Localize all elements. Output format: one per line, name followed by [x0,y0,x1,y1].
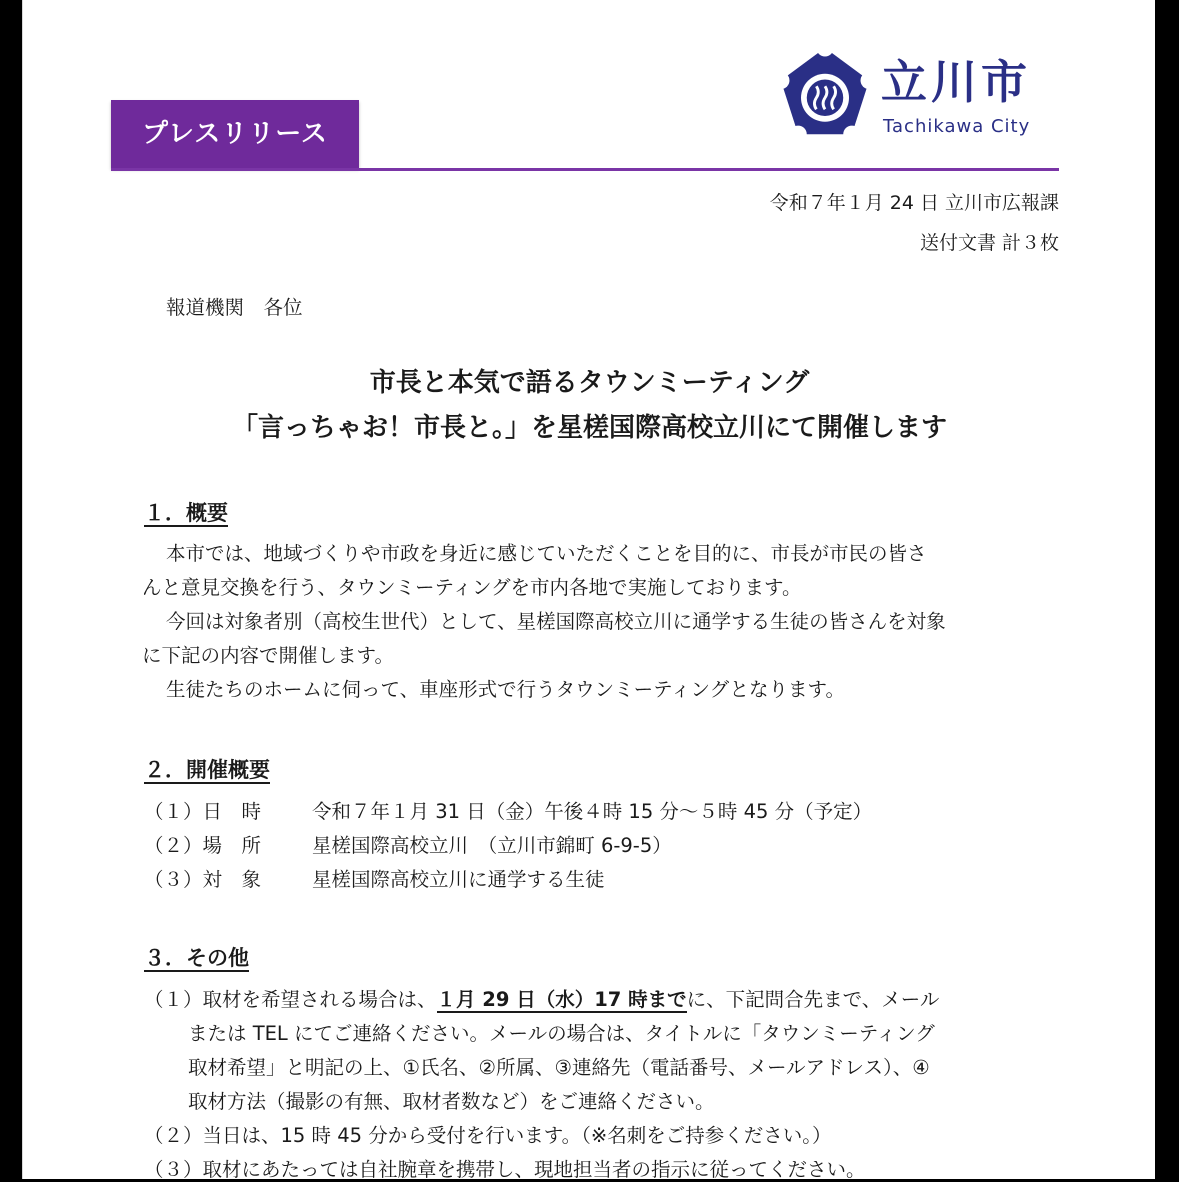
schedule-row [144,864,605,892]
header-rule [111,168,1059,171]
logo-city-name-en: Tachikawa City [883,116,1031,137]
issue-date: 令和７年１月 24 日 立川市広報課 [769,192,1059,214]
section-1-line: 今回は対象者別（高校生世代）として、星槎国際高校立川に通学する生徒の皆さんを対象 [166,610,946,633]
other-item-3: （３）取材にあたっては自社腕章を携帯し、現地担当者の指示に従ってください。 [144,1158,866,1181]
title-line-2: 「言っちゃお！市長と。」を星槎国際高校立川にて開催します [231,413,947,443]
section-1-line: んと意見交換を行う、タウンミーティングを市内各地で実施しております。 [142,576,802,599]
press-release-label: プレスリリース [142,119,328,149]
section-3-heading: ３．その他 [144,946,249,970]
schedule-label: （１）日 時 [144,800,262,823]
section-1-heading: １．概要 [144,501,228,525]
section-1-line: 生徒たちのホームに伺って、車座形式で行うタウンミーティングとなります。 [166,678,845,701]
schedule-row [144,830,672,858]
other-item-1 [144,984,939,1012]
schedule-value: 令和７年１月 31 日（金）午後４時 15 分～５時 45 分（予定） [312,800,873,823]
schedule-row [144,796,872,824]
schedule-value: 星槎国際高校立川 （立川市錦町 6-9-5） [312,834,672,857]
section-1-line: に下記の内容で開催します。 [142,644,394,667]
addressee: 報道機関 各位 [166,296,303,319]
page-count: 送付文書 計３枚 [919,232,1059,254]
other-item-1-line: 取材希望」と明記の上、①氏名、②所属、③連絡先（電話番号、メールアドレス）、④ [188,1056,930,1079]
other-item-2: （２）当日は、15 時 45 分から受付を行います。（※名刺をご持参ください。） [144,1124,832,1147]
other-item-1-line: または TEL にてご連絡ください。メールの場合は、タイトルに「タウンミーティング [188,1022,935,1045]
deadline-highlight: １月 29 日（水）17 時まで [436,988,687,1011]
section-1-line: 本市では、地域づくりや市政を身近に感じていただくことを目的に、市長が市民の皆さ [166,542,927,565]
schedule-label: （２）場 所 [144,834,262,857]
section-2-heading: ２．開催概要 [144,758,270,782]
scrollbar[interactable] [1155,0,1179,1179]
logo-city-name: 立川市 [881,55,1031,109]
press-release-badge [111,100,359,168]
other-item-1-suffix: に、下記問合先まで、メール [686,988,940,1011]
city-emblem-icon [777,44,873,140]
other-item-1-line: 取材方法（撮影の有無、取材者数など）をご連絡ください。 [188,1090,715,1113]
title-line-1: 市長と本気で語るタウンミーティング [369,368,810,398]
city-logo [777,38,1061,150]
other-item-1-prefix: （１）取材を希望される場合は、 [144,988,437,1011]
schedule-value: 星槎国際高校立川に通学する生徒 [312,868,605,891]
schedule-label: （３）対 象 [144,868,262,891]
document-page [22,0,1156,1179]
